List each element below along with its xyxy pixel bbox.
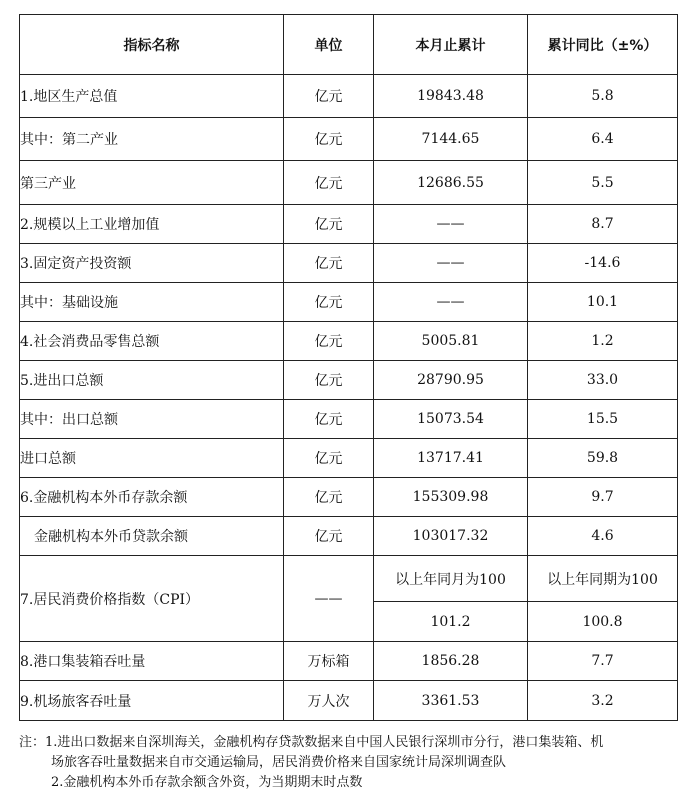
cumulative-cell: ——	[374, 205, 528, 244]
yoy-cell: 10.1	[528, 283, 678, 322]
unit-cell: 亿元	[284, 244, 374, 283]
cumulative-cell: ——	[374, 283, 528, 322]
unit-cell: 亿元	[284, 361, 374, 400]
unit-cell: 亿元	[284, 322, 374, 361]
cumulative-cell: 15073.54	[374, 400, 528, 439]
indicator-name: 金融机构本外币贷款余额	[20, 517, 284, 556]
indicator-name: 9.机场旅客吞吐量	[20, 681, 284, 721]
indicator-name: 5.进出口总额	[20, 361, 284, 400]
indicator-name: 1.地区生产总值	[20, 75, 284, 118]
table-row	[20, 161, 678, 205]
table-row	[20, 400, 678, 439]
table-row	[20, 361, 678, 400]
yoy-cell: 5.5	[528, 161, 678, 205]
cumulative-cell: 1856.28	[374, 642, 528, 681]
indicator-name: 8.港口集装箱吞吐量	[20, 642, 284, 681]
cumulative-cell: 5005.81	[374, 322, 528, 361]
cumulative-cell: 103017.32	[374, 517, 528, 556]
yoy-cell: 3.2	[528, 681, 678, 721]
yoy-cell: 59.8	[528, 439, 678, 478]
yoy-cell: 9.7	[528, 478, 678, 517]
indicator-name: 其中：第二产业	[20, 118, 284, 161]
indicator-name: 4.社会消费品零售总额	[20, 322, 284, 361]
unit-cell: 万人次	[284, 681, 374, 721]
cpi-subheader-month: 以上年同月为100	[374, 556, 528, 602]
unit-cell: 亿元	[284, 75, 374, 118]
table-row	[20, 244, 678, 283]
table-row	[20, 322, 678, 361]
header-cumulative: 本月止累计	[374, 15, 528, 75]
table-row	[20, 642, 678, 681]
table-row	[20, 205, 678, 244]
footnote-line: 场旅客吞吐量数据来自市交通运输局，居民消费价格来自国家统计局深圳调查队	[51, 755, 507, 770]
cumulative-cell: 7144.65	[374, 118, 528, 161]
cpi-value-month: 101.2	[374, 602, 528, 642]
table-row	[20, 439, 678, 478]
unit-cell: 万标箱	[284, 642, 374, 681]
cumulative-cell: 12686.55	[374, 161, 528, 205]
cpi-row	[20, 556, 678, 602]
yoy-cell: 5.8	[528, 75, 678, 118]
table-row	[20, 681, 678, 721]
yoy-cell: 33.0	[528, 361, 678, 400]
cumulative-cell: 19843.48	[374, 75, 528, 118]
unit-cell: 亿元	[284, 161, 374, 205]
indicator-name: 6.金融机构本外币存款余额	[20, 478, 284, 517]
table-row	[20, 283, 678, 322]
indicator-name: 其中：基础设施	[20, 283, 284, 322]
unit-cell: 亿元	[284, 517, 374, 556]
indicator-name: 进口总额	[20, 439, 284, 478]
yoy-cell: 4.6	[528, 517, 678, 556]
unit-cell: 亿元	[284, 205, 374, 244]
table-header-row	[20, 15, 678, 75]
indicator-name: 3.固定资产投资额	[20, 244, 284, 283]
unit-cell: 亿元	[284, 283, 374, 322]
table-row	[20, 517, 678, 556]
table-row	[20, 478, 678, 517]
yoy-cell: 7.7	[528, 642, 678, 681]
table-row	[20, 118, 678, 161]
indicator-name: 7.居民消费价格指数（CPI）	[20, 556, 284, 642]
header-yoy: 累计同比（±%）	[528, 15, 678, 75]
yoy-cell: 6.4	[528, 118, 678, 161]
indicator-name: 其中：出口总额	[20, 400, 284, 439]
indicator-name: 2.规模以上工业增加值	[20, 205, 284, 244]
unit-cell: 亿元	[284, 439, 374, 478]
footnote-line: 2.金融机构本外币存款余额含外资，为当期期末时点数	[51, 775, 363, 790]
header-unit: 单位	[284, 15, 374, 75]
unit-cell: 亿元	[284, 118, 374, 161]
unit-cell: 亿元	[284, 478, 374, 517]
footnote	[19, 733, 684, 793]
cpi-subheader-period: 以上年同期为100	[528, 556, 678, 602]
indicator-name: 第三产业	[20, 161, 284, 205]
cumulative-cell: 28790.95	[374, 361, 528, 400]
yoy-cell: -14.6	[528, 244, 678, 283]
unit-cell: ——	[284, 556, 374, 642]
statistics-table	[19, 14, 678, 721]
yoy-cell: 8.7	[528, 205, 678, 244]
cumulative-cell: 3361.53	[374, 681, 528, 721]
yoy-cell: 1.2	[528, 322, 678, 361]
footnote-line: 注：1.进出口数据来自深圳海关，金融机构存贷款数据来自中国人民银行深圳市分行，港口集装箱、机	[19, 735, 604, 750]
yoy-cell: 15.5	[528, 400, 678, 439]
table-row	[20, 75, 678, 118]
cpi-value-period: 100.8	[528, 602, 678, 642]
unit-cell: 亿元	[284, 400, 374, 439]
cumulative-cell: ——	[374, 244, 528, 283]
cumulative-cell: 13717.41	[374, 439, 528, 478]
cumulative-cell: 155309.98	[374, 478, 528, 517]
header-indicator: 指标名称	[20, 15, 284, 75]
